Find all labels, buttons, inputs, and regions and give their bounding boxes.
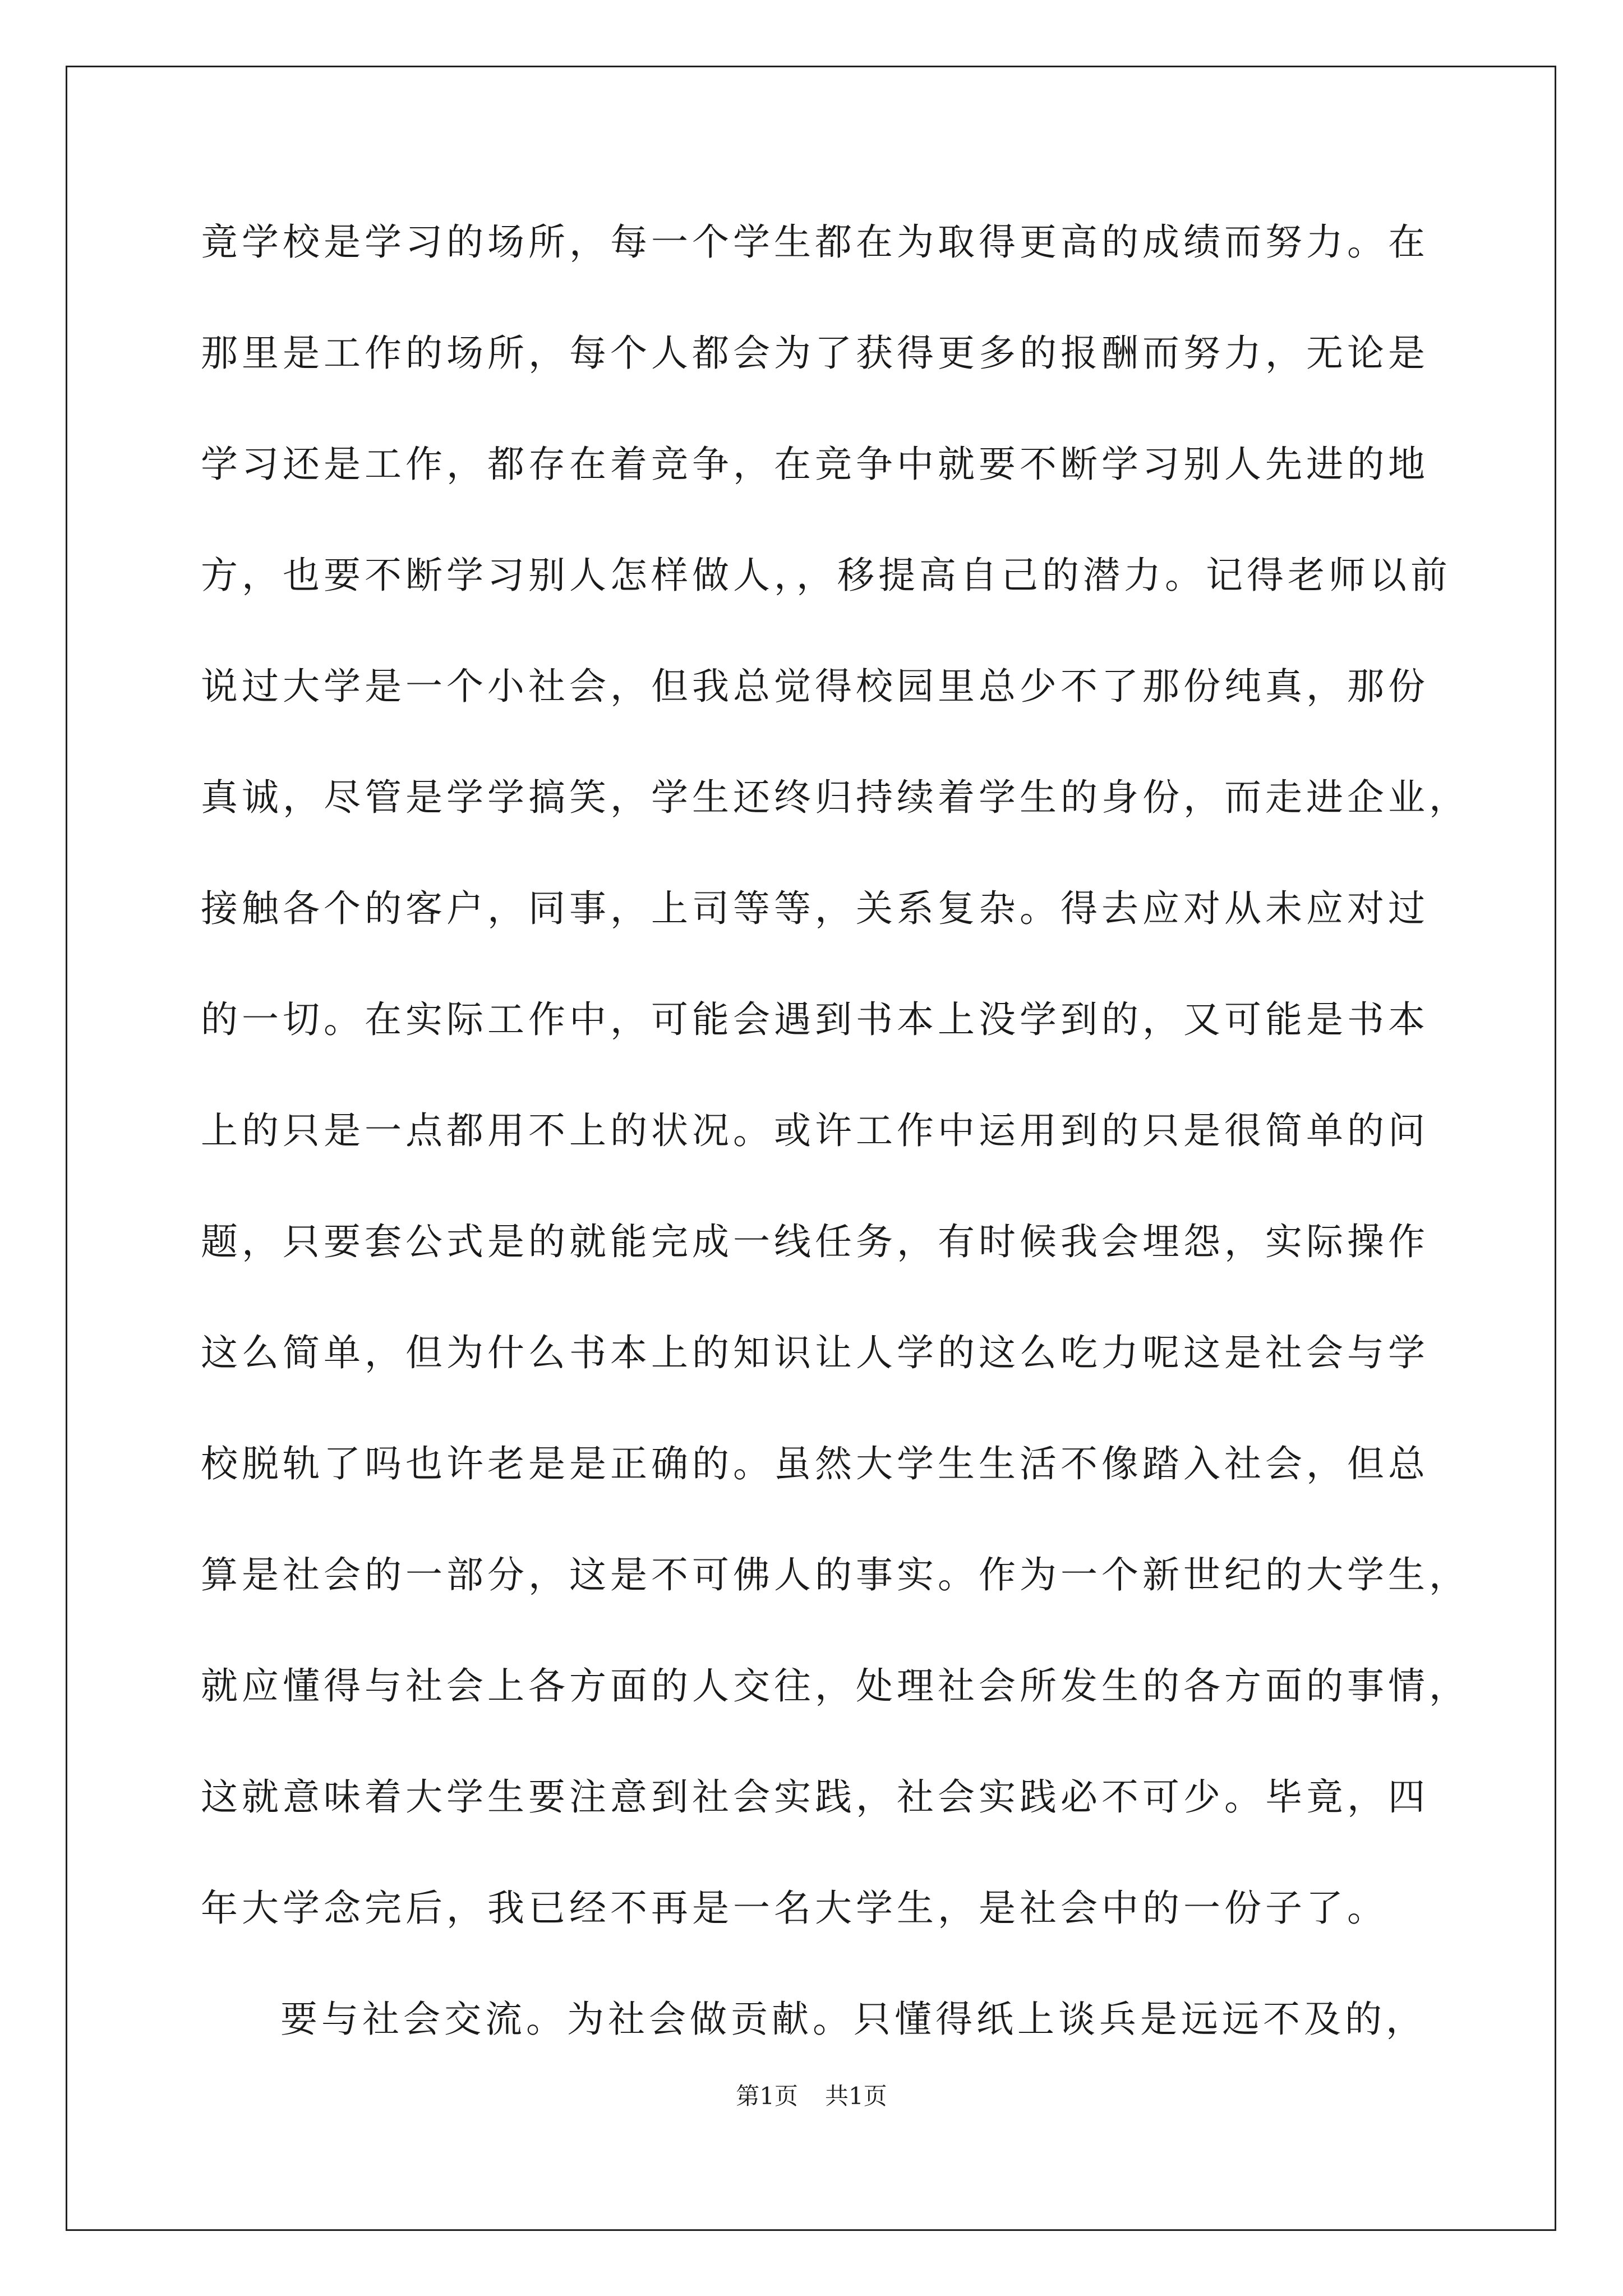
text-line: 算是社会的一部分，这是不可佛人的事实。作为一个新世纪的大学生，: [201, 1553, 1470, 1596]
paragraph-2-first-line: 要与社会交流。为社会做贡献。只懂得纸上谈兵是远远不及的，: [280, 1998, 1427, 2041]
text-line: 方，也要不断学习别人怎样做人，，移提高自己的潜力。记得老师以前: [201, 554, 1451, 597]
page-footer: [0, 2082, 1623, 2110]
text-line: 竟学校是学习的场所，每一个学生都在为取得更高的成绩而努力。在: [201, 220, 1429, 264]
text-line: 上的只是一点都用不上的状况。或许工作中运用到的只是很简单的问: [201, 1109, 1429, 1152]
document-body: [201, 219, 1470, 2107]
text-line: 学习还是工作，都存在着竞争，在竞争中就要不断学习别人先进的地: [201, 443, 1429, 486]
text-line: 这么简单，但为什么书本上的知识让人学的这么吃力呢这是社会与学: [201, 1331, 1429, 1374]
text-line: 年大学念完后，我已经不再是一名大学生，是社会中的一份子了。: [201, 1887, 1388, 1930]
text-line: 接触各个的客户，同事，上司等等，关系复杂。得去应对从未应对过: [201, 887, 1429, 930]
text-line: 那里是工作的场所，每个人都会为了获得更多的报酬而努力，无论是: [201, 332, 1429, 375]
text-line: 就应懂得与社会上各方面的人交往，处理社会所发生的各方面的事情，: [201, 1664, 1470, 1708]
page-number: 第1页: [736, 2082, 798, 2110]
text-line: 的一切。在实际工作中，可能会遇到书本上没学到的，又可能是书本: [201, 998, 1429, 1041]
text-line: 说过大学是一个小社会，但我总觉得校园里总少不了那份纯真，那份: [201, 665, 1429, 708]
text-line: 这就意味着大学生要注意到社会实践，社会实践必不可少。毕竟，四: [201, 1775, 1429, 1819]
text-line: 题，只要套公式是的就能完成一线任务，有时候我会埋怨，实际操作: [201, 1220, 1429, 1263]
page-total: 共1页: [825, 2082, 887, 2110]
text-line: 校脱轨了吗也许老是是正确的。虽然大学生生活不像踏入社会，但总: [201, 1442, 1429, 1485]
text-line: 真诚，尽管是学学搞笑，学生还终归持续着学生的身份，而走进企业，: [201, 776, 1470, 819]
